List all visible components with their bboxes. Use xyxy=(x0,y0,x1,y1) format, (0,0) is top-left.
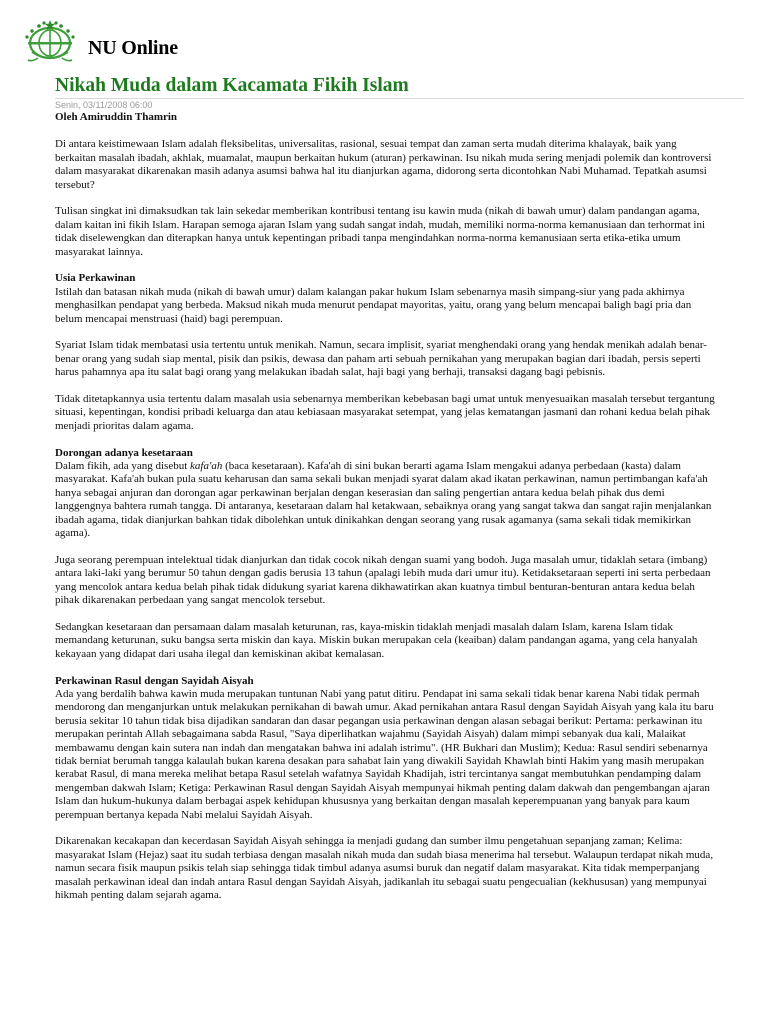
paragraph: Tidak ditetapkannya usia tertentu dalam masalah usia sebenarnya memberikan kebebasan bagi umat untuk menyesuaikan masalah tersebut tergantung situasi, kepentingan, kondisi pribadi keluarga dan atau kebiasaan masyarakat setempat, yang jelas kematangan jasmani dan rohani kedua belah pihak menjadi prioritas dalam agama. xyxy=(55,393,715,432)
paragraph: Ada yang berdalih bahwa kawin muda merupakan tuntunan Nabi yang patut ditiru. Pendapat ini sama sekali tidak benar karena Nabi tidak permah mendorong dan menganjurkan untuk melakukan pernikahan di bawah umur. Akad pernikahan antara Rasul dengan Sayidah Aisyah yang kala itu baru berusia sekitar 10 tahun tidak bisa dijadikan sandaran dan dasar pegangan usia perkawinan dengan alasan sebagai berikut: Pertama: perkawinan itu merupakan perintah Allah sebagaimana sabda Rasul, "Saya diperlihatkan wajahmu (Sayidah Aisyah) dalam mimpi sebanyak dua kali, Malaikat membawamu dengan kain sutera nan indah dan mengatakan bahwa ini adalah istrimu". (HR Bukhari dan Muslim); Kedua: Rasul sendiri sebenarnya tidak berniat berumah tangga kalaulah bukan karena desakan para sahabat lain yang diwakili Sayidah Khawlah binti Hakim yang masih merupakan kerabat Rasul, di mana mereka melihat betapa Rasul setelah wafatnya Sayidah Khadijah, istri tercintanya sangat membutuhkan pendamping dalam mengemban dakwah Islam; Ketiga: Perkawinan Rasul dengan Sayidah Aisyah mempunyai hikmah penting dalam dakwah dan pengembangan ajaran Islam dan hukum-hukunya dalam berbagai aspek kehidupan khususnya yang berkaitan dengan masalah keperempuanan yang banyak para kaum perempuan bertanya kepada Nabi melalui Sayidah Aisyah. xyxy=(55,687,714,821)
article-title: Nikah Muda dalam Kacamata Fikih Islam xyxy=(55,75,409,96)
kafaah-term: kafa'ah xyxy=(190,460,223,473)
paragraph: Di antara keistimewaan Islam adalah fleksibelitas, universalitas, rasional, sesuai tempat dan zaman serta mudah diterima khalayak, baik yang berkaitan masalah ibadah, akhlak, muamalat, maupun berkaitan hukum (aturan) perkawinan. Isu nikah muda sering menjadi polemik dan kontroversi dalam masyarakat dikarenakan masih adanya asumsi bahwa hal itu dianjurkan agama, didorong serta dicontohkan Nabi Muhamad. Tepatkah asumsi tersebut? xyxy=(55,138,712,191)
paragraph: Sedangkan kesetaraan dan persamaan dalam masalah keturunan, ras, kaya-miskin tidaklah menjadi masalah dalam Islam, karena Islam tidak memandang keturunan, suku bangsa serta miskin dan kaya. Miskin bukan merupakan cela (keaiban) dalam pandangan agama, yang cela hanyalah kekayaan yang didapat dari usaha ilegal dan kemiskinan akibat kemalasan. xyxy=(55,620,698,660)
paragraph: Tulisan singkat ini dimaksudkan tak lain sekedar memberikan kontribusi tentang isu kawin muda (nikah di bawah umur) dalam pandangan agama, dalam kaitan ini fikih Islam. Harapan semoga ajaran Islam yang sudah sangat indah, mudah, memiliki norma-norma kemanusiaan dan terhormat ini tidak diselewengkan dan diterapkan hanya untuk kepentingan pribadi tanpa mengindahkan norma-norma kemanusiaan serta etika-etika umum masyarakat lainnya. xyxy=(55,205,706,258)
section-heading: Dorongan adanya kesetaraan xyxy=(55,446,193,459)
site-name[interactable]: NU Online xyxy=(88,37,178,59)
paragraph: Dikarenakan kecakapan dan kecerdasan Sayidah Aisyah sehingga ia menjadi gudang dan sumber ilmu pengetahuan sepanjang zaman; Kelima: masyarakat Islam (Hejaz) saat itu sudah terbiasa dengan masalah nikah muda dan sudah biasa menerima hal tersebut. Walaupun terdapat nikah muda, namun secara fisik maupun psikis telah siap sehingga tidak timbul adanya asumsi buruk dan negatif dalam masyarakat. Kita tidak memperpanjang masalah perkawinan ideal dan indah antara Rasul dengan Sayidah Aisyah, jadikanlah itu sebagai suatu pengecualian (kekhususan) yang mempunyai hikmah penting dalam sejarah agama. xyxy=(55,835,714,902)
paragraph xyxy=(55,460,715,540)
nu-logo-icon[interactable] xyxy=(22,18,82,68)
site-header xyxy=(22,18,742,68)
paragraph: Juga seorang perempuan intelektual tidak dianjurkan dan tidak cocok nikah dengan suami yang bodoh. Juga masalah umur, tidaklah setara (imbang) antara laki-laki yang berumur 50 tahun dengan gadis berusia 13 tahun (apalagi lebih muda dari umur itu). Ketidaksetaraan seperti ini serta perbedaan yang mencolok antara kedua belah pihak tidak didukung syariat karena dikhawatirkan akan kuatnya timbul benturan-benturan antara kedua belah pihak dikarenakan perbedaan yang sangat mencolok tersebut. xyxy=(55,553,711,607)
paragraph: Istilah dan batasan nikah muda (nikah di bawah umur) dalam kalangan pakar hukum Islam sebenarnya masih simpang-siur yang pada akhirnya menghasilkan pendapat yang berbeda. Maksud nikah muda menurut pendapat mayoritas, yaitu, orang yang belum mencapai baligh bagi pria dan belum mencapai menstruasi (haid) bagi perempuan. xyxy=(55,285,692,325)
title-divider xyxy=(55,98,744,99)
article-body xyxy=(55,111,715,916)
article-date: Senin, 03/11/2008 06:00 xyxy=(55,100,153,110)
section-heading: Usia Perkawinan xyxy=(55,272,136,285)
paragraph-text: (baca kesetaraan). Kafa'ah di sini bukan berarti agama Islam mengakui adanya perbedaan (kasta) dalam masyarakat. Kafa'ah bukan pula suatu keharusan dan sama sekali bukan menjadi syarat dalam akad ikatan perkawinan, namun pertimbangan kafa'ah hanya sebagai anjuran dan dorongan agar perkawinan berjalan dengan keserasian dan saling pengertian antara kedua belah pihak dus demi langgengnya bahtera rumah tangga. Di antaranya, kesetaraan dalam hal ketakwaan, sebaiknya orang yang sangat takwa dan sangat rajin menjalankan ibadah agama, tidak dianjurkan bahkan tidak dibolehkan untuk dinikahkan dengan seorang yang rusak agamanya (sama sekali tidak memikirkan agama). xyxy=(55,460,712,540)
paragraph: Syariat Islam tidak membatasi usia tertentu untuk menikah. Namun, secara implisit, syariat menghendaki orang yang hendak menikah adalah benar-benar orang yang sudah siap mental, pisik dan psikis, dewasa dan paham arti sebuah pernikahan yang merupakan bagian dari ibadah, persis seperti harus pahamnya apa itu salat bagi orang yang melakukan ibadah salat, haji bagi yang berhaji, transaksi dagang bagi pebisnis. xyxy=(55,339,707,379)
section-heading: Perkawinan Rasul dengan Sayidah Aisyah xyxy=(55,674,254,687)
paragraph-text: Dalam fikih, ada yang disebut xyxy=(55,460,191,473)
article-author: Oleh Amiruddin Thamrin xyxy=(55,111,178,123)
